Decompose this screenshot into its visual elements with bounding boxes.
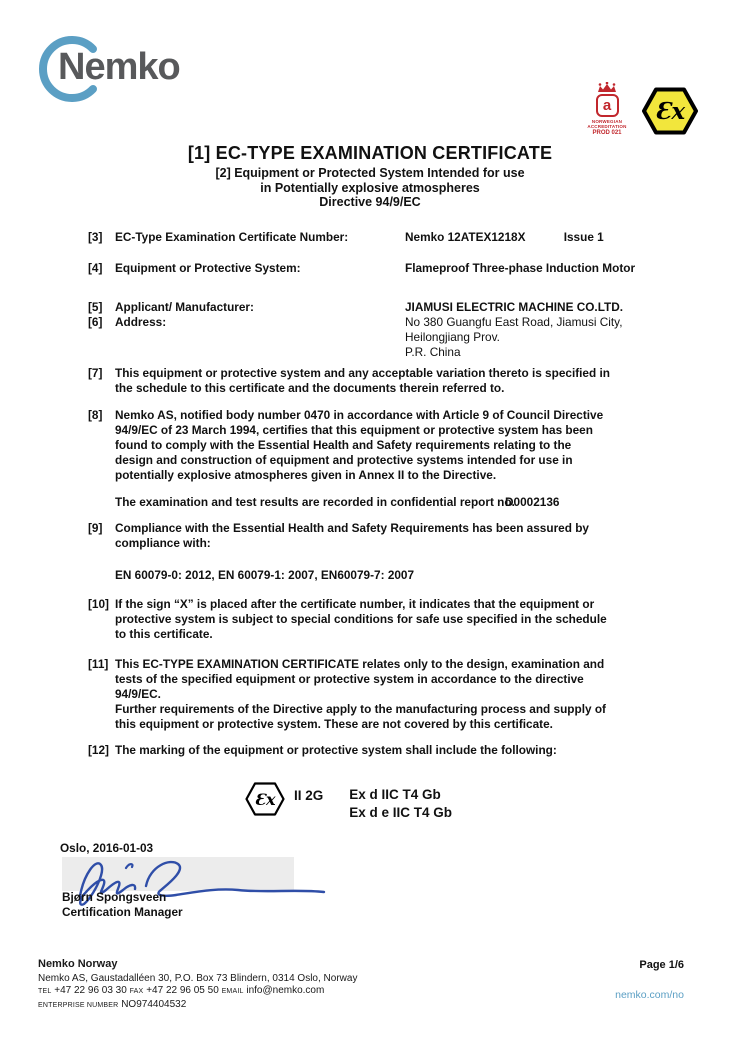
- cert-number-value: Nemko 12ATEX1218X: [405, 230, 526, 244]
- norwegian-accreditation-mark: [584, 82, 630, 136]
- text-line: protective system is subject to special conditions for safe use specified in the schedule: [115, 612, 607, 626]
- marking-block: [245, 781, 452, 822]
- text-line: potentially explosive atmospheres given in Annex II to the Directive.: [115, 468, 497, 482]
- field-label: EC-Type Examination Certificate Number:: [115, 230, 349, 244]
- atex-ex-symbol: Ɛx: [654, 98, 686, 125]
- tel-value: +47 22 96 03 30: [54, 985, 127, 996]
- text-line: This equipment or protective system and any acceptable variation thereto is specified in: [115, 366, 610, 380]
- clause-text: [115, 597, 680, 642]
- standards-list: EN 60079-0: 2012, EN 60079-1: 2007, EN60079-7: 2007: [115, 568, 415, 582]
- text-line: Compliance with the Essential Health and Safety Requirements has been assured by: [115, 521, 589, 535]
- item-number: [6]: [88, 315, 103, 329]
- clause-11: [0, 657, 740, 732]
- marking-code-line: Ex d e IIC T4 Gb: [349, 805, 453, 820]
- field-label: Equipment or Protective System:: [115, 261, 301, 275]
- text-line: The marking of the equipment or protective system shall include the following:: [115, 743, 557, 757]
- text-line: 94/9/EC.: [115, 687, 161, 701]
- report-text: The examination and test results are recorded in confidential report no.: [115, 495, 515, 509]
- clause-text: [115, 366, 680, 396]
- footer-company-name: Nemko Norway: [38, 958, 118, 970]
- field-label: Address:: [115, 315, 167, 329]
- enterprise-label: ENTERPRISE NUMBER: [38, 1001, 119, 1009]
- subtitle-line: Directive 94/9/EC: [319, 195, 421, 209]
- text-line: 94/9/EC of 23 March 1994, certifies that this equipment or protective system has been: [115, 423, 593, 437]
- signer-role: Certification Manager: [62, 904, 183, 919]
- accreditation-text-line: NORWEGIAN: [591, 119, 623, 124]
- footer-contact-line: [38, 985, 357, 999]
- nemko-logo-text: Nemko: [58, 46, 180, 88]
- email-value: info@nemko.com: [246, 985, 325, 996]
- page-number: Page 1/6: [639, 959, 684, 971]
- nemko-logo: [34, 34, 244, 104]
- clause-text: [115, 743, 680, 758]
- marking-group: II 2G: [294, 788, 324, 803]
- text-line: This EC-TYPE EXAMINATION CERTIFICATE relates only to the design, examination and: [115, 657, 605, 671]
- field-applicant: [0, 300, 740, 315]
- item-number: [3]: [88, 230, 103, 244]
- clause-12: [0, 743, 740, 758]
- item-number: [12]: [88, 743, 109, 757]
- signer-name: Bjørn Spongsveen: [62, 890, 167, 904]
- equipment-value: Flameproof Three-phase Induction Motor: [405, 261, 636, 275]
- text-line: If the sign “X” is placed after the certificate number, it indicates that the equipment or: [115, 597, 595, 611]
- field-cert-number: [0, 230, 740, 245]
- clause-text: [115, 521, 680, 583]
- issue-number: Issue 1: [563, 230, 604, 244]
- text-line: Nemko AS, notified body number 0470 in accordance with Article 9 of Council Directive: [115, 408, 604, 422]
- footer-enterprise-line: [38, 999, 357, 1013]
- email-label: EMAIL: [221, 988, 244, 995]
- report-number: D0002136: [505, 495, 560, 509]
- report-block: [115, 495, 680, 510]
- footer-address: Nemko AS, Gaustadalléen 30, P.O. Box 73 Blindern, 0314 Oslo, Norway: [38, 972, 358, 984]
- accreditation-text-line: PROD 021: [592, 130, 622, 136]
- certificate-fields: [0, 230, 740, 360]
- text-line: compliance with:: [115, 536, 211, 550]
- address-line: Heilongjiang Prov.: [405, 330, 500, 344]
- fax-value: +47 22 96 05 50: [146, 985, 219, 996]
- clause-7: [0, 366, 740, 396]
- place-date: Oslo, 2016-01-03: [60, 841, 154, 855]
- enterprise-number: NO974404532: [121, 998, 187, 1010]
- clause-10: [0, 597, 740, 642]
- text-line: found to comply with the Essential Health and Safety requirements relating to the: [115, 438, 572, 452]
- certification-marks: [584, 82, 698, 136]
- fax-label: FAX: [129, 988, 144, 995]
- clause-9-lines: [115, 521, 680, 551]
- certificate-subtitle: [0, 166, 740, 210]
- text-line: the schedule to this certificate and the documents therein referred to.: [115, 381, 505, 395]
- ex-hexagon-icon: [245, 782, 285, 816]
- title-block: [0, 143, 740, 210]
- accreditation-symbol: a: [596, 94, 619, 117]
- field-label: Applicant/ Manufacturer:: [115, 300, 254, 314]
- item-number: [4]: [88, 261, 103, 275]
- address-line: No 380 Guangfu East Road, Jiamusi City,: [405, 315, 623, 329]
- clause-8: [0, 408, 740, 483]
- website-link[interactable]: nemko.com/no: [615, 989, 684, 1001]
- footer-page-block: [615, 959, 684, 1001]
- clause-8-report: [0, 495, 740, 510]
- text-line: design and construction of equipment and protective systems intended for use in: [115, 453, 573, 467]
- certificate-clauses: [0, 366, 740, 758]
- item-number-spacer: [88, 495, 115, 510]
- text-line: tests of the specified equipment or protective system in accordance to the directive: [115, 672, 584, 686]
- text-line: Further requirements of the Directive apply to the manufacturing process and supply of: [115, 702, 606, 716]
- atex-ex-mark-icon: [642, 87, 698, 135]
- accreditation-text-line: ACCREDITATION: [587, 124, 627, 129]
- footer-company-block: [38, 958, 357, 1012]
- clause-text: [115, 408, 680, 483]
- clause-9: [0, 521, 740, 583]
- subtitle-line: in Potentially explosive atmospheres: [260, 180, 480, 195]
- certificate-title: [1] EC-TYPE EXAMINATION CERTIFICATE: [187, 143, 553, 163]
- item-number: [11]: [88, 657, 109, 671]
- item-number: [7]: [88, 366, 103, 380]
- text-line: to this certificate.: [115, 627, 213, 641]
- address-line: P.R. China: [405, 345, 461, 359]
- marking-code-line: Ex d IIC T4 Gb: [349, 787, 441, 802]
- field-equipment: [0, 261, 740, 276]
- item-number: [5]: [88, 300, 103, 314]
- item-number: [8]: [88, 408, 103, 422]
- item-number: [10]: [88, 597, 109, 611]
- field-value: [405, 230, 740, 245]
- tel-label: TEL: [38, 988, 52, 995]
- ex-symbol: Ɛx: [254, 790, 276, 809]
- marking-codes: [349, 786, 452, 822]
- clause-text: [115, 657, 680, 732]
- signer-block: [62, 890, 183, 919]
- applicant-value: JIAMUSI ELECTRIC MACHINE CO.LTD.: [405, 300, 624, 314]
- crown-icon: [595, 82, 619, 93]
- subtitle-line: [2] Equipment or Protected System Intended for use: [215, 166, 525, 180]
- item-number: [9]: [88, 521, 103, 535]
- field-address: [0, 315, 740, 330]
- text-line: this equipment or protective system. These are not covered by this certificate.: [115, 717, 553, 731]
